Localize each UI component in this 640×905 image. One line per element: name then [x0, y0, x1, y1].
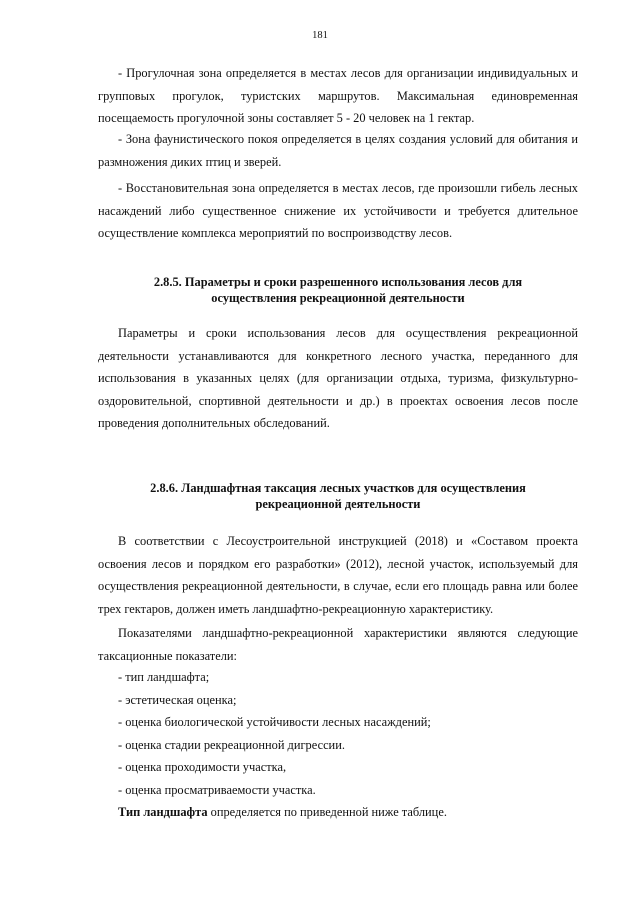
- page-number: 181: [312, 30, 328, 41]
- closing-line: [98, 801, 578, 824]
- section-heading-2-8-5-line1: 2.8.5. Параметры и сроки разрешенного использования лесов для: [153, 275, 523, 289]
- list-item: - оценка биологической устойчивости лесных насаждений;: [118, 715, 431, 729]
- closing-rest: определяется по приведенной ниже таблице.: [207, 805, 447, 819]
- list-item: - тип ландшафта;: [118, 670, 210, 684]
- section-heading-2-8-6-line1: 2.8.6. Ландшафтная таксация лесных участков для осуществления: [150, 481, 526, 495]
- paragraph-walking-zone: - Прогулочная зона определяется в местах лесов для организации индивидуальных и групповых прогулок, туристских маршрутов. Максимальная единовременная посещаемость прогулочной зоны составляет 5 - 20 человек на 1 гектар.: [98, 66, 578, 125]
- paragraph-restoration-zone: - Восстановительная зона определяется в местах лесов, где произошли гибель лесных насаждений либо существенное снижение их устойчивости и требуется длительное осуществление комплекса мероприятий по воспроизводству лесов.: [98, 181, 578, 240]
- list-item: - оценка проходимости участка,: [118, 760, 287, 774]
- section-heading-2-8-6-line2: рекреационной деятельности: [255, 497, 421, 511]
- section-heading-2-8-5: [98, 274, 578, 306]
- section-heading-2-8-5-line2: осуществления рекреационной деятельности: [211, 291, 465, 305]
- indicator-list: [98, 666, 578, 824]
- paragraph-parameters: Параметры и сроки использования лесов для осуществления рекреационной деятельности устанавливаются для конкретного лесного участка, переданного для использования в указанных целях (для организации отдыха, туризма, физкультурно-оздоровительной, спортивной деятельности и др.) в проектах освоения лесов после проведения дополнительных обследований.: [98, 326, 578, 430]
- list-item: - оценка просматриваемости участка.: [118, 782, 316, 797]
- paragraph-fauna-zone: - Зона фаунистического покоя определяется в целях создания условий для обитания и размножения диких птиц и зверей.: [98, 132, 578, 169]
- section-heading-2-8-6: [98, 480, 578, 512]
- paragraph-forest-instruction: В соответствии с Лесоустроительной инструкцией (2018) и «Составом проекта освоения лесов и порядком его разработки» (2012), лесной участок, используемый для осуществления рекреационной деятельности, в случае, если его площадь равна или более трех гектаров, должен иметь ландшафтно-рекреационную характеристику.: [98, 534, 578, 616]
- closing-bold-term: Тип ландшафта: [118, 805, 208, 819]
- list-item: - эстетическая оценка;: [118, 692, 237, 707]
- list-item: - оценка стадии рекреационной дигрессии.: [118, 737, 345, 752]
- paragraph-indicators: Показателями ландшафтно-рекреационной характеристики являются следующие таксационные показатели:: [98, 626, 578, 663]
